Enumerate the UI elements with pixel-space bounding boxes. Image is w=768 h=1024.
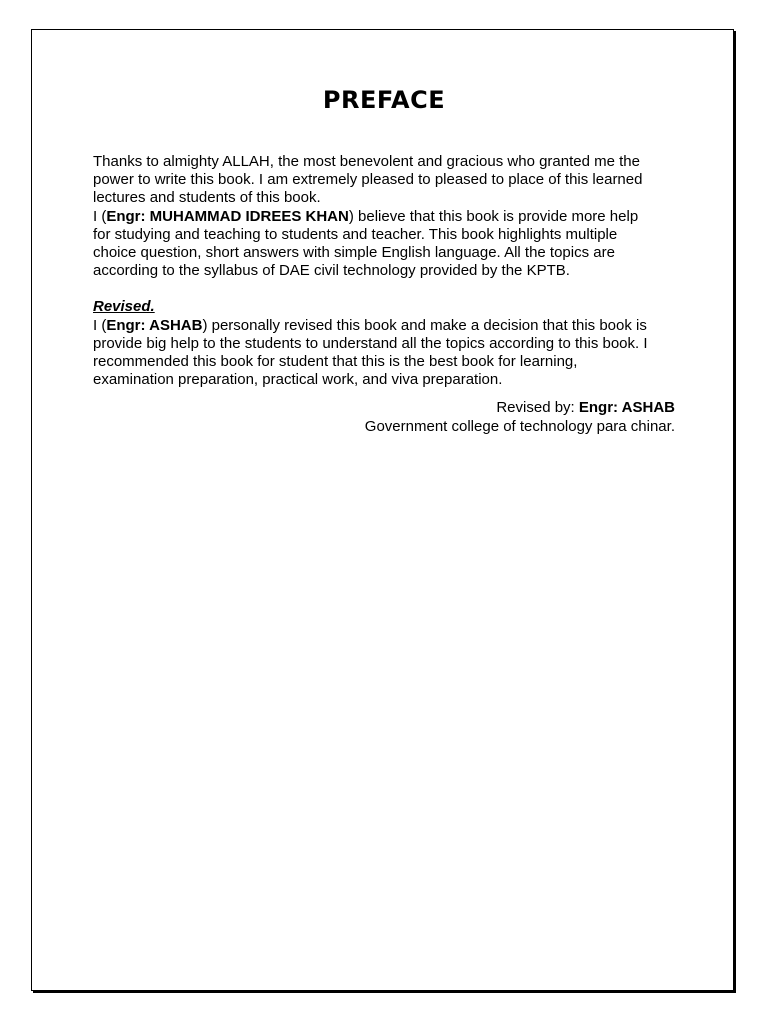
reviser-name: Engr: ASHAB [106,316,203,334]
author-prefix: I ( [93,207,107,225]
author-line-4: according to the syllabus of DAE civil technology provided by the KPTB. [93,262,570,280]
author-line-1-rest: ) believe that this book is provide more help [348,207,639,225]
revised-heading: Revised. [93,298,155,316]
signature-institution: Government college of technology para chinar. [364,417,675,435]
author-name: Engr: MUHAMMAD IDREES KHAN [106,207,349,225]
revised-line-3: recommended this book for student that this is the best book for learning, [93,353,578,371]
intro-line-1: Thanks to almighty ALLAH, the most benevolent and gracious who granted me the [93,153,640,170]
paragraph-spacer [93,280,675,298]
intro-paragraph [93,153,675,208]
signature-label: Revised by: [496,399,579,417]
intro-line-3: lectures and students of this book. [93,189,321,207]
intro-line-2: power to write this book. I am extremely pleased to pleased to place of this learned [93,171,643,189]
revised-line-1 [93,317,675,335]
page-title: PREFACE [322,86,446,114]
signature-block [93,399,675,435]
revised-line-4: examination preparation, practical work, and viva preparation. [93,371,503,389]
author-line-2: for studying and teaching to students and teacher. This book highlights multiple [93,225,618,243]
revised-line-1-rest: ) personally revised this book and make a decision that this book is [202,316,647,334]
author-paragraph [93,208,675,281]
revised-section [93,298,675,389]
author-line-1 [93,208,675,226]
signature-line [93,399,675,417]
author-line-3: choice question, short answers with simple English language. All the topics are [93,244,615,262]
revised-prefix: I ( [93,316,107,334]
signature-name: Engr: ASHAB [578,399,675,417]
preface-body [93,153,675,436]
revised-line-2: provide big help to the students to understand all the topics according to this book. I [93,334,648,352]
